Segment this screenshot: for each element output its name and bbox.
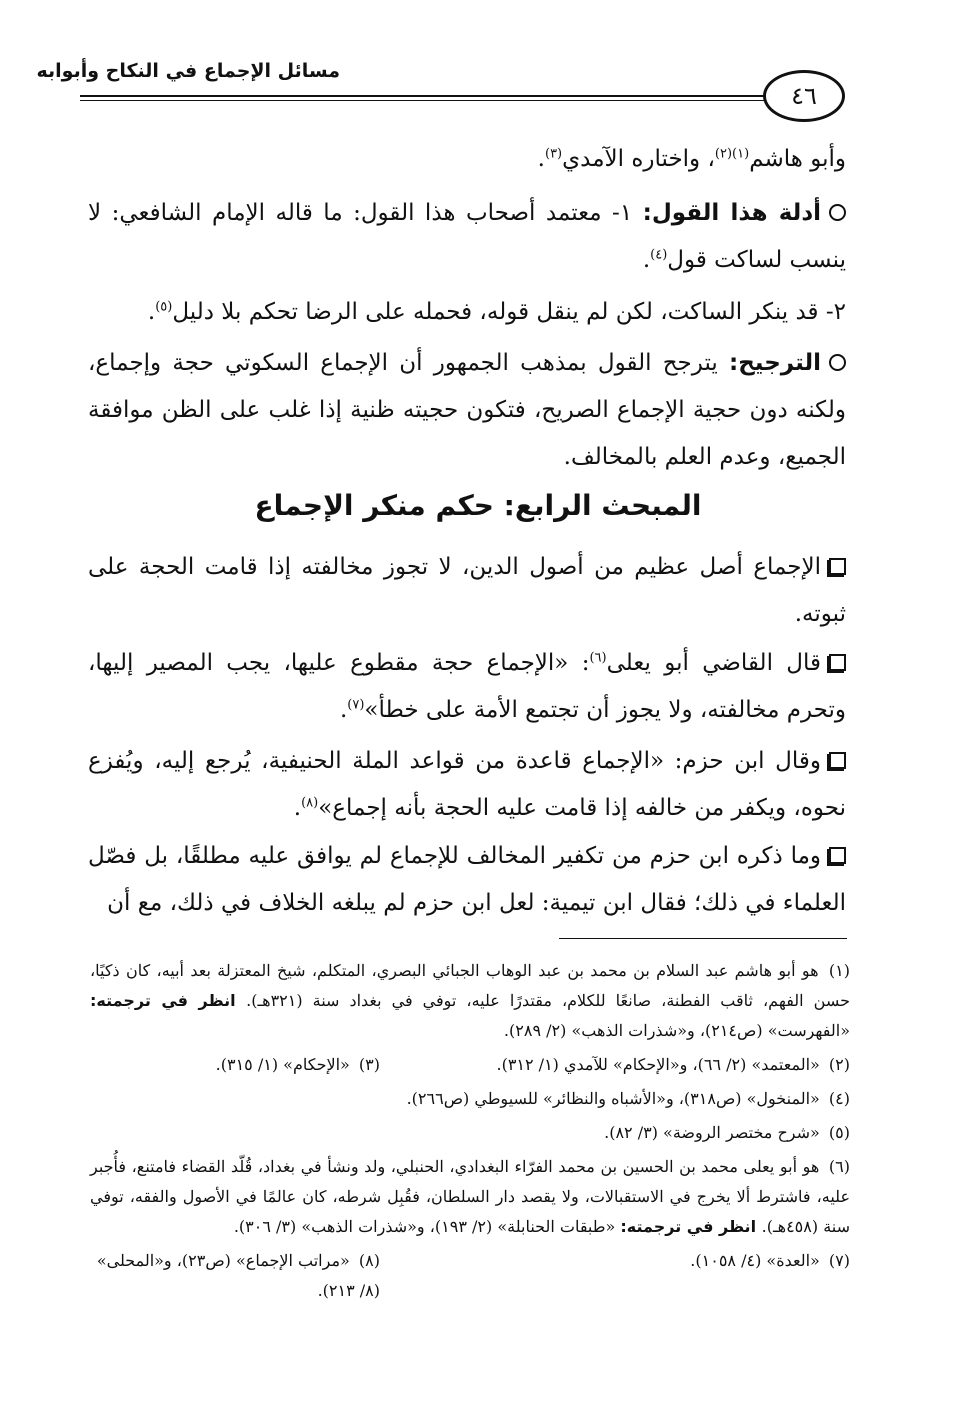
footnote-text: «الفهرست» (ص٢١٤)، و«شذرات الذهب» (٢/ ٢٨٩). <box>503 1021 850 1040</box>
footnote-row <box>90 1246 850 1306</box>
footnotes <box>90 956 850 1310</box>
paragraph <box>88 544 846 638</box>
paragraph <box>88 136 846 183</box>
footnote-number: (٧) <box>828 1251 850 1270</box>
paragraph-text: ، واختاره الآمدي <box>562 146 715 172</box>
footnote-label: انظر في ترجمته: <box>620 1217 762 1236</box>
running-header-title: مسائل الإجماع في النكاح وأبوابه <box>36 60 340 82</box>
footnote <box>90 1118 850 1148</box>
footnote-ref: (٧) <box>347 697 365 713</box>
page-number-text: ٤٦ <box>791 82 817 110</box>
footnote-number: (٢) <box>828 1055 850 1074</box>
footnote-separator <box>559 938 847 939</box>
paragraph-text: قال القاضي أبو يعلى <box>606 650 821 676</box>
footnote-text: «الإحكام» (١/ ٣١٥). <box>215 1055 350 1074</box>
paragraph <box>88 289 846 336</box>
paragraph-text: ١- معتمد أصحاب هذا القول: ما قاله الإمام الشافعي: لا ينسب لساكت قول <box>88 200 846 273</box>
footnote-ref: (١)(٢) <box>714 146 750 162</box>
square-bullet-icon <box>829 654 846 671</box>
footnote-ref: (٣) <box>544 146 563 162</box>
page-number <box>763 70 845 122</box>
footnote <box>90 1152 850 1242</box>
footnote <box>90 956 850 1046</box>
circle-bullet-icon <box>829 204 846 221</box>
footnote-number: (٨) <box>358 1251 380 1270</box>
footnote-ref: (٥) <box>155 299 173 315</box>
footnote-number: (١) <box>828 961 850 980</box>
footnote <box>90 1050 380 1080</box>
footnote <box>380 1246 850 1306</box>
square-bullet-icon <box>829 558 846 575</box>
paragraph-preference <box>88 340 846 481</box>
paragraph-text: وما ذكره ابن حزم من تكفير المخالف للإجماع لم يوافق عليه مطلقًا، بل فصّل العلماء في ذلك؛ فقال ابن تيمية: لعل ابن حزم لم يبلغه الخلاف في ذلك، مع أن <box>88 843 846 916</box>
paragraph <box>88 738 846 832</box>
paragraph-text: . <box>339 697 348 723</box>
footnote-text: «شرح مختصر الروضة» (٣/ ٨٢). <box>604 1123 820 1142</box>
footnote-text: «طبقات الحنابلة» (٢/ ١٩٣)، و«شذرات الذهب» (٣/ ٣٠٦). <box>233 1217 621 1236</box>
footnote-text: «العدة» (٤/ ١٠٥٨). <box>690 1251 820 1270</box>
footnote-text: «مراتب الإجماع» (ص٢٣)، و«المحلى» (٨/ ٢١٣). <box>96 1251 380 1300</box>
paragraph-text: . <box>147 299 156 325</box>
footnote-text: هو أبو يعلى محمد بن الحسين بن محمد الفرّاء البغدادي، الحنبلي، ولد ونشأ في بغداد، قُلّد القضاء فامتنع، فأُجبر عليه، فاشترط ألا يخرج في الاستقبالات، ولا يقصد دار السلطان، فقُبِل شرطه، كان عالمًا في الأصول والفقه، توفي سنة (٤٥٨هـ). <box>90 1157 850 1236</box>
paragraph-text: وأبو هاشم <box>749 146 846 172</box>
header-rule-thin <box>80 100 764 101</box>
footnote-ref: (٨) <box>301 795 319 811</box>
paragraph <box>88 833 846 927</box>
footnote <box>380 1050 850 1080</box>
footnote-text: «المنخول» (ص٣١٨)، و«الأشباه والنظائر» للسيوطي (ص٢٦٦). <box>406 1089 820 1108</box>
footnote <box>90 1084 850 1114</box>
footnote <box>90 1246 380 1306</box>
footnote-label: انظر في ترجمته: <box>90 991 247 1010</box>
square-bullet-icon <box>829 847 846 864</box>
footnote-ref: (٦) <box>589 650 607 666</box>
footnote-row <box>90 1050 850 1080</box>
header-rule <box>80 95 764 97</box>
paragraph-text: ٢- قد ينكر الساكت، لكن لم ينقل قوله، فحمله على الرضا تحكم بلا دليل <box>172 299 846 325</box>
footnote-number: (٦) <box>828 1157 850 1176</box>
paragraph-text: . <box>293 795 302 821</box>
footnote-text: «المعتمد» (٢/ ٦٦)، و«الإحكام» للآمدي (١/ ٣١٢). <box>496 1055 820 1074</box>
paragraph-text: وقال ابن حزم: «الإجماع قاعدة من قواعد الملة الحنيفية، يُرجع إليه، ويُفزع نحوه، ويكفر من خالفه إذا قامت عليه الحجة بأنه إجماع» <box>88 748 846 821</box>
footnote-text: هو أبو هاشم عبد السلام بن محمد بن عبد الوهاب الجبائي البصري، المتكلم، شيخ المعتزلة بعد أبيه، كان ذكيًا، حسن الفهم، ثاقب الفطنة، صانعًا للكلام، مقتدرًا عليه، توفي في بغداد سنة (٣٢١هـ). <box>90 961 850 1010</box>
paragraph-label: الترجيح: <box>729 350 821 376</box>
paragraph-text: . <box>537 146 545 172</box>
footnote-number: (٤) <box>828 1089 850 1108</box>
paragraph-text: الإجماع أصل عظيم من أصول الدين، لا تجوز مخالفته إذا قامت الحجة على ثبوته. <box>88 554 846 627</box>
footnote-number: (٥) <box>828 1123 850 1142</box>
section-heading: المبحث الرابع: حكم منكر الإجماع <box>254 489 702 522</box>
footnote-ref: (٤) <box>650 247 668 263</box>
paragraph-text: : «الإجماع حجة مقطوع عليها، يجب المصير إليها، وتحرم مخالفته، ولا يجوز أن تجتمع الأمة على خطأ» <box>88 650 846 723</box>
paragraph-text: . <box>642 247 651 273</box>
square-bullet-icon <box>829 752 846 769</box>
paragraph-label: أدلة هذا القول: <box>642 200 822 226</box>
footnote-number: (٣) <box>358 1055 380 1074</box>
paragraph <box>88 640 846 734</box>
circle-bullet-icon <box>829 354 846 371</box>
paragraph-text: يترجح القول بمذهب الجمهور أن الإجماع السكوتي حجة وإجماع، ولكنه دون حجية الإجماع الصريح، فتكون حجيته ظنية إذا غلب على الظن موافقة الجميع، وعدم العلم بالمخالف. <box>88 350 846 470</box>
paragraph-evidence <box>88 190 846 284</box>
